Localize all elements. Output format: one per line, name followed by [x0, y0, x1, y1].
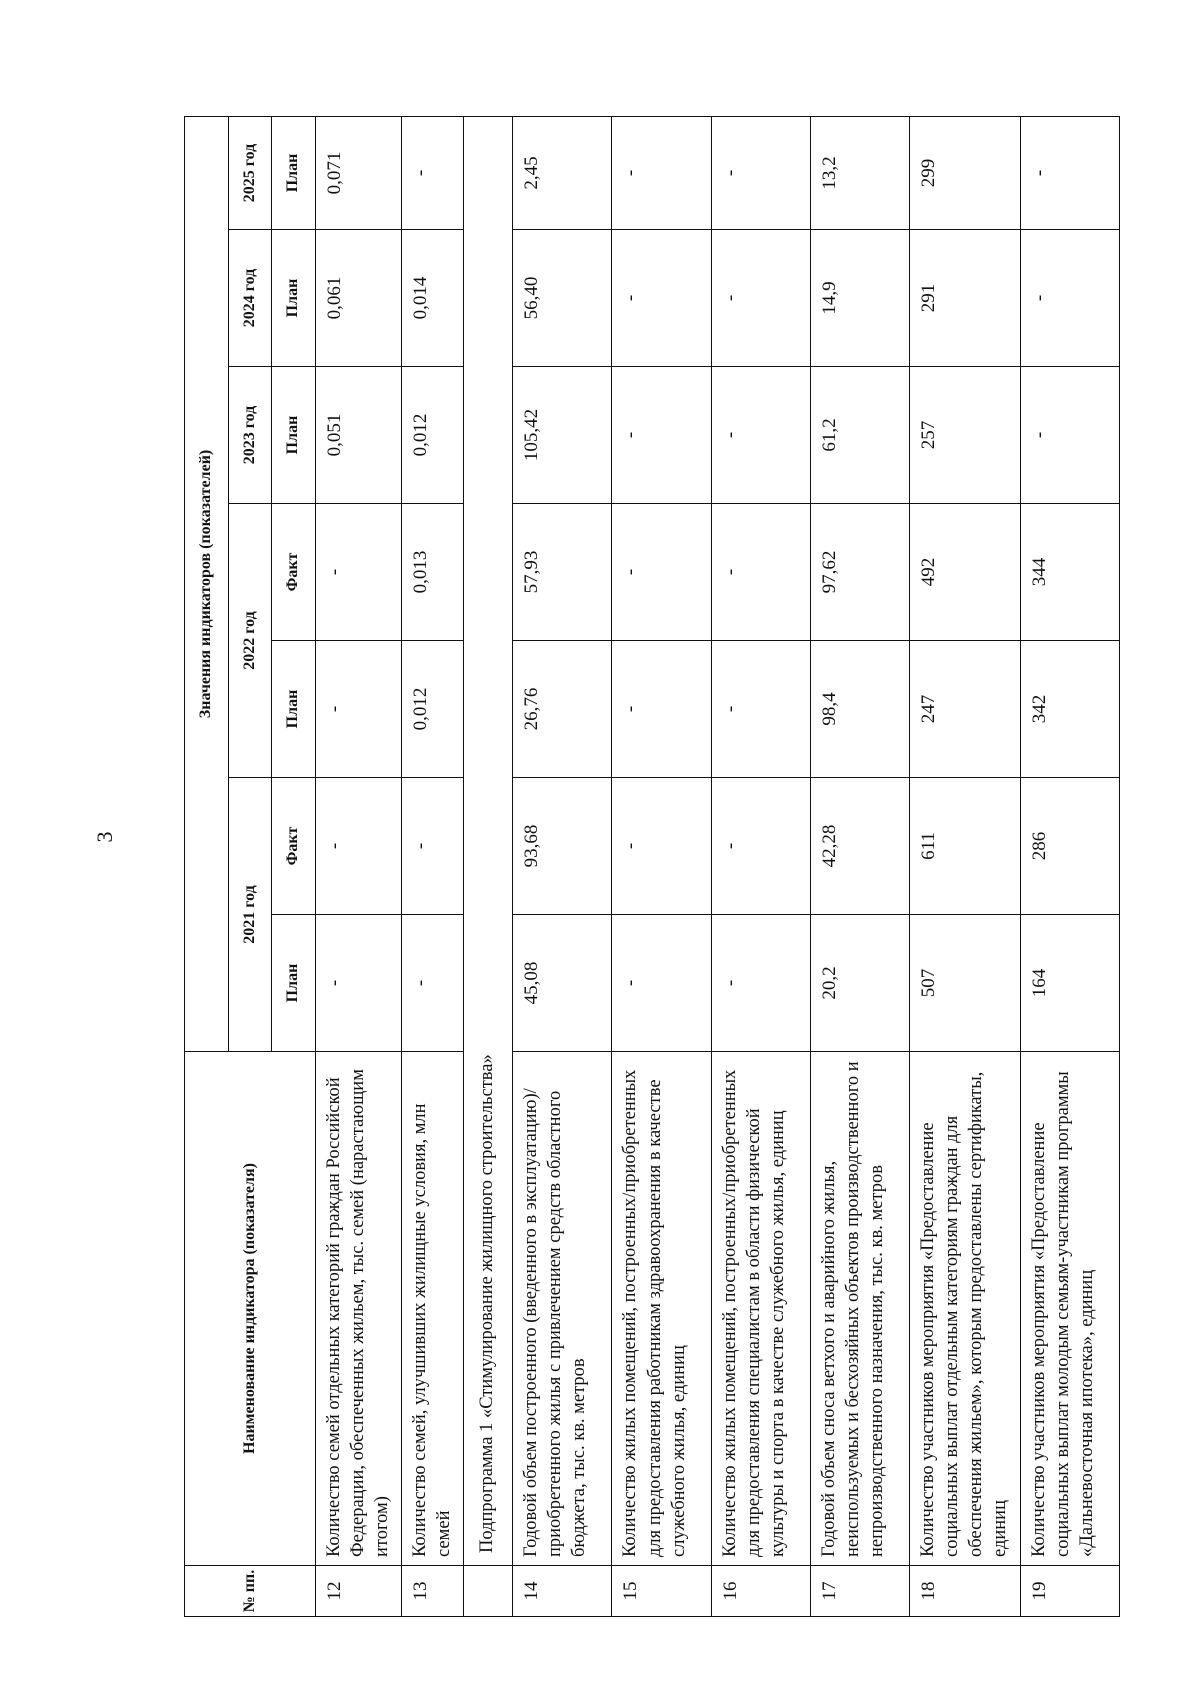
row-number: 18: [910, 1566, 1021, 1617]
value-2022-plan: -: [612, 641, 711, 778]
header-year-2024: 2024 год: [228, 230, 272, 367]
value-2025-plan: -: [401, 116, 463, 229]
value-2023-plan: 105,42: [513, 367, 612, 504]
value-2022-plan: 0,012: [401, 641, 463, 778]
table-row: [315, 116, 401, 1616]
value-2021-plan: 164: [1020, 915, 1119, 1052]
value-2022-fact: 0,013: [401, 504, 463, 641]
subprogram-num-cell: [463, 1566, 513, 1617]
table-row: [401, 116, 463, 1616]
row-number: 13: [401, 1566, 463, 1617]
header-indicator-values: Значения индикаторов (показателей): [185, 116, 229, 1051]
value-2022-plan: -: [315, 641, 401, 778]
indicators-table: [184, 116, 1120, 1617]
value-2022-plan: 342: [1020, 641, 1119, 778]
value-2022-plan: -: [711, 641, 810, 778]
value-2024-plan: -: [612, 230, 711, 367]
value-2021-plan: -: [401, 915, 463, 1052]
value-2022-fact: -: [711, 504, 810, 641]
indicator-name: Количество семей, улучшивших жилищные условия, млн семей: [401, 1052, 463, 1566]
header-plan-2021: План: [272, 915, 316, 1052]
value-2021-plan: 507: [910, 915, 1021, 1052]
value-2021-plan: -: [612, 915, 711, 1052]
value-2024-plan: 0,061: [315, 230, 401, 367]
header-year-2021: 2021 год: [228, 778, 272, 1052]
value-2021-fact: 93,68: [513, 778, 612, 915]
indicator-name: Количество семей отдельных категорий граждан Российской Федерации, обеспеченных жильем, тыс. семей (нарастающим итогом): [315, 1052, 401, 1566]
indicator-name: Количество жилых помещений, построенных/приобретенных для предоставления работникам здравоохранения в качестве служебного жилья, единиц: [612, 1052, 711, 1566]
value-2022-fact: 344: [1020, 504, 1119, 641]
row-number: 16: [711, 1566, 810, 1617]
header-year-2025: 2025 год: [228, 116, 272, 229]
header-plan-2024: План: [272, 230, 316, 367]
indicator-name: Количество участников мероприятия «Предоставление социальных выплат молодым семьям-участникам программы «Дальневосточная ипотека», единиц: [1020, 1052, 1119, 1566]
value-2024-plan: 56,40: [513, 230, 612, 367]
value-2021-plan: 20,2: [810, 915, 909, 1052]
value-2023-plan: 0,012: [401, 367, 463, 504]
value-2022-fact: 57,93: [513, 504, 612, 641]
table-row: [711, 116, 810, 1616]
row-number: 14: [513, 1566, 612, 1617]
value-2022-plan: 247: [910, 641, 1021, 778]
value-2025-plan: 13,2: [810, 116, 909, 229]
value-2021-fact: -: [612, 778, 711, 915]
value-2022-fact: 97,62: [810, 504, 909, 641]
value-2023-plan: -: [711, 367, 810, 504]
indicator-name: Годовой объем построенного (введенного в эксплуатацию)/ приобретенного жилья с привлечением средств областного бюджета, тыс. кв. метров: [513, 1052, 612, 1566]
value-2021-fact: 42,28: [810, 778, 909, 915]
header-indicator-name: Наименование индикатора (показателя): [185, 1052, 316, 1566]
table-row: [910, 116, 1021, 1616]
value-2022-plan: 98,4: [810, 641, 909, 778]
value-2021-fact: -: [315, 778, 401, 915]
header-year-2023: 2023 год: [228, 367, 272, 504]
row-number: 12: [315, 1566, 401, 1617]
table-row: [810, 116, 909, 1616]
value-2025-plan: -: [612, 116, 711, 229]
value-2024-plan: -: [711, 230, 810, 367]
subprogram-title: Подпрограмма 1 «Стимулирование жилищного строительства»: [463, 116, 513, 1565]
value-2024-plan: -: [1020, 230, 1119, 367]
value-2022-plan: 26,76: [513, 641, 612, 778]
table-row: [513, 116, 612, 1616]
value-2023-plan: 61,2: [810, 367, 909, 504]
value-2021-fact: 611: [910, 778, 1021, 915]
row-number: 15: [612, 1566, 711, 1617]
value-2021-fact: -: [401, 778, 463, 915]
header-fact-2021: Факт: [272, 778, 316, 915]
table-row: [612, 116, 711, 1616]
header-plan-2025: План: [272, 116, 316, 229]
value-2025-plan: -: [711, 116, 810, 229]
header-plan-2022: План: [272, 641, 316, 778]
value-2023-plan: 257: [910, 367, 1021, 504]
value-2021-plan: -: [711, 915, 810, 1052]
value-2021-fact: 286: [1020, 778, 1119, 915]
value-2023-plan: 0,051: [315, 367, 401, 504]
header-year-2022: 2022 год: [228, 504, 272, 778]
value-2022-fact: -: [315, 504, 401, 641]
header-num: № пп.: [185, 1566, 316, 1617]
value-2024-plan: 14,9: [810, 230, 909, 367]
value-2025-plan: 0,071: [315, 116, 401, 229]
value-2024-plan: 0,014: [401, 230, 463, 367]
value-2021-fact: -: [711, 778, 810, 915]
indicators-table-frame: [184, 117, 1120, 1617]
subprogram-row: [463, 116, 513, 1616]
value-2021-plan: -: [315, 915, 401, 1052]
value-2025-plan: -: [1020, 116, 1119, 229]
row-number: 19: [1020, 1566, 1119, 1617]
value-2023-plan: -: [1020, 367, 1119, 504]
indicator-name: Количество участников мероприятия «Предоставление социальных выплат отдельным категориям граждан для обеспечения жильем», которым предоставлены сертификаты, единиц: [910, 1052, 1021, 1566]
header-fact-2022: Факт: [272, 504, 316, 641]
indicator-name: Годовой объем сноса ветхого и аварийного жилья, неиспользуемых и бесхозяйных объектов производственного и непроизводственного назначения, тыс. кв. метров: [810, 1052, 909, 1566]
row-number: 17: [810, 1566, 909, 1617]
value-2022-fact: 492: [910, 504, 1021, 641]
table-row: [1020, 116, 1119, 1616]
value-2024-plan: 291: [910, 230, 1021, 367]
indicator-name: Количество жилых помещений, построенных/приобретенных для предоставления специалистам в области физической культуры и спорта в качестве служебного жилья, единиц: [711, 1052, 810, 1566]
value-2021-plan: 45,08: [513, 915, 612, 1052]
value-2022-fact: -: [612, 504, 711, 641]
value-2025-plan: 299: [910, 116, 1021, 229]
header-plan-2023: План: [272, 367, 316, 504]
page-number: 3: [92, 831, 117, 843]
value-2023-plan: -: [612, 367, 711, 504]
value-2025-plan: 2,45: [513, 116, 612, 229]
